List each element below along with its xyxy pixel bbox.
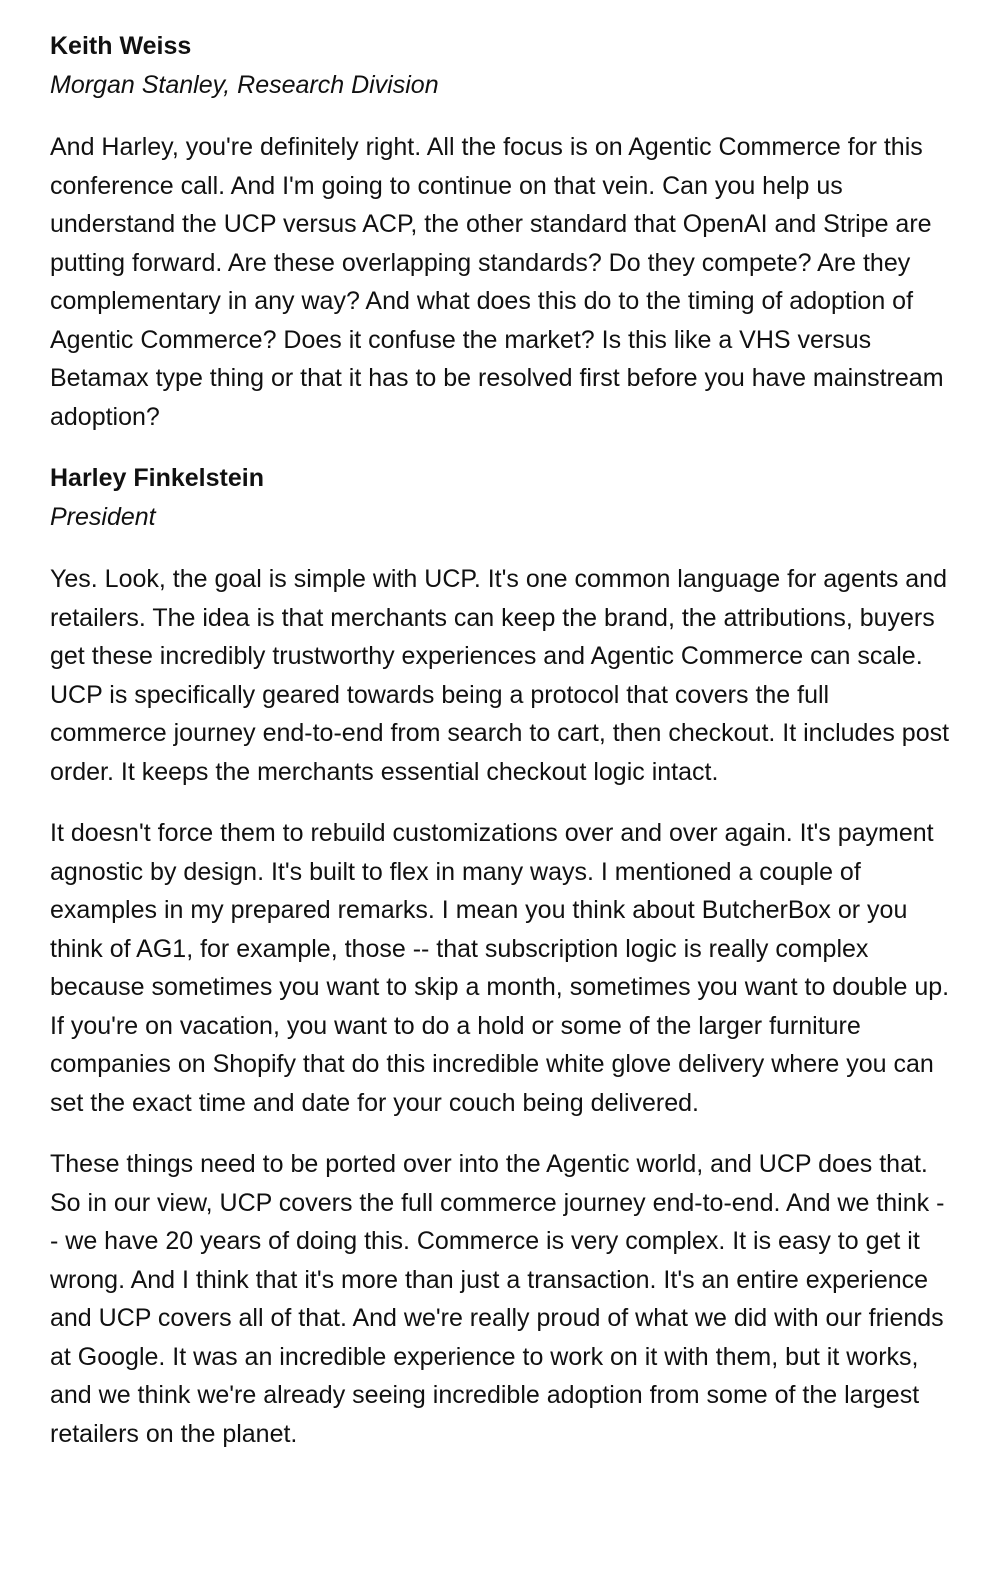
- speaker-name: Keith Weiss: [50, 32, 192, 60]
- speaker-block-harley-finkelstein: [50, 459, 950, 1453]
- transcript-paragraph: Yes. Look, the goal is simple with UCP. It's one common language for agents and retailers. The idea is that merchants can keep the brand, the attributions, buyers get these incredibly trustworthy experiences and Agentic Commerce can scale. UCP is specifically geared towards being a protocol that covers the full commerce journey end-to-end from search to cart, then checkout. It includes post order. It keeps the merchants essential checkout logic intact.: [50, 565, 950, 786]
- transcript: [50, 27, 950, 1476]
- speaker-name: Harley Finkelstein: [50, 464, 264, 492]
- speaker-block-keith-weiss: [50, 27, 950, 436]
- speaker-title: President: [50, 502, 156, 531]
- speaker-title: Morgan Stanley, Research Division: [50, 70, 439, 99]
- transcript-paragraph: And Harley, you're definitely right. All the focus is on Agentic Commerce for this conference call. And I'm going to continue on that vein. Can you help us understand the UCP versus ACP, the other standard that OpenAI and Stripe are putting forward. Are these overlapping standards? Do they compete? Are they complementary in any way? And what does this do to the timing of adoption of Agentic Commerce? Does it confuse the market? Is this like a VHS versus Betamax type thing or that it has to be resolved first before you have mainstream adoption?: [50, 133, 944, 431]
- transcript-paragraph: These things need to be ported over into the Agentic world, and UCP does that. So in our view, UCP covers the full commerce journey end-to-end. And we think -- we have 20 years of doing this. Commerce is very complex. It is easy to get it wrong. And I think that it's more than just a transaction. It's an entire experience and UCP covers all of that. And we're really proud of what we did with our friends at Google. It was an incredible experience to work on it with them, but it works, and we think we're already seeing incredible adoption from some of the largest retailers on the planet.: [50, 1150, 945, 1448]
- transcript-paragraph: It doesn't force them to rebuild customizations over and over again. It's payment agnostic by design. It's built to flex in many ways. I mentioned a couple of examples in my prepared remarks. I mean you think about ButcherBox or you think of AG1, for example, those -- that subscription logic is really complex because sometimes you want to skip a month, sometimes you want to double up. If you're on vacation, you want to do a hold or some of the larger furniture companies on Shopify that do this incredible white glove delivery where you can set the exact time and date for your couch being delivered.: [50, 819, 950, 1117]
